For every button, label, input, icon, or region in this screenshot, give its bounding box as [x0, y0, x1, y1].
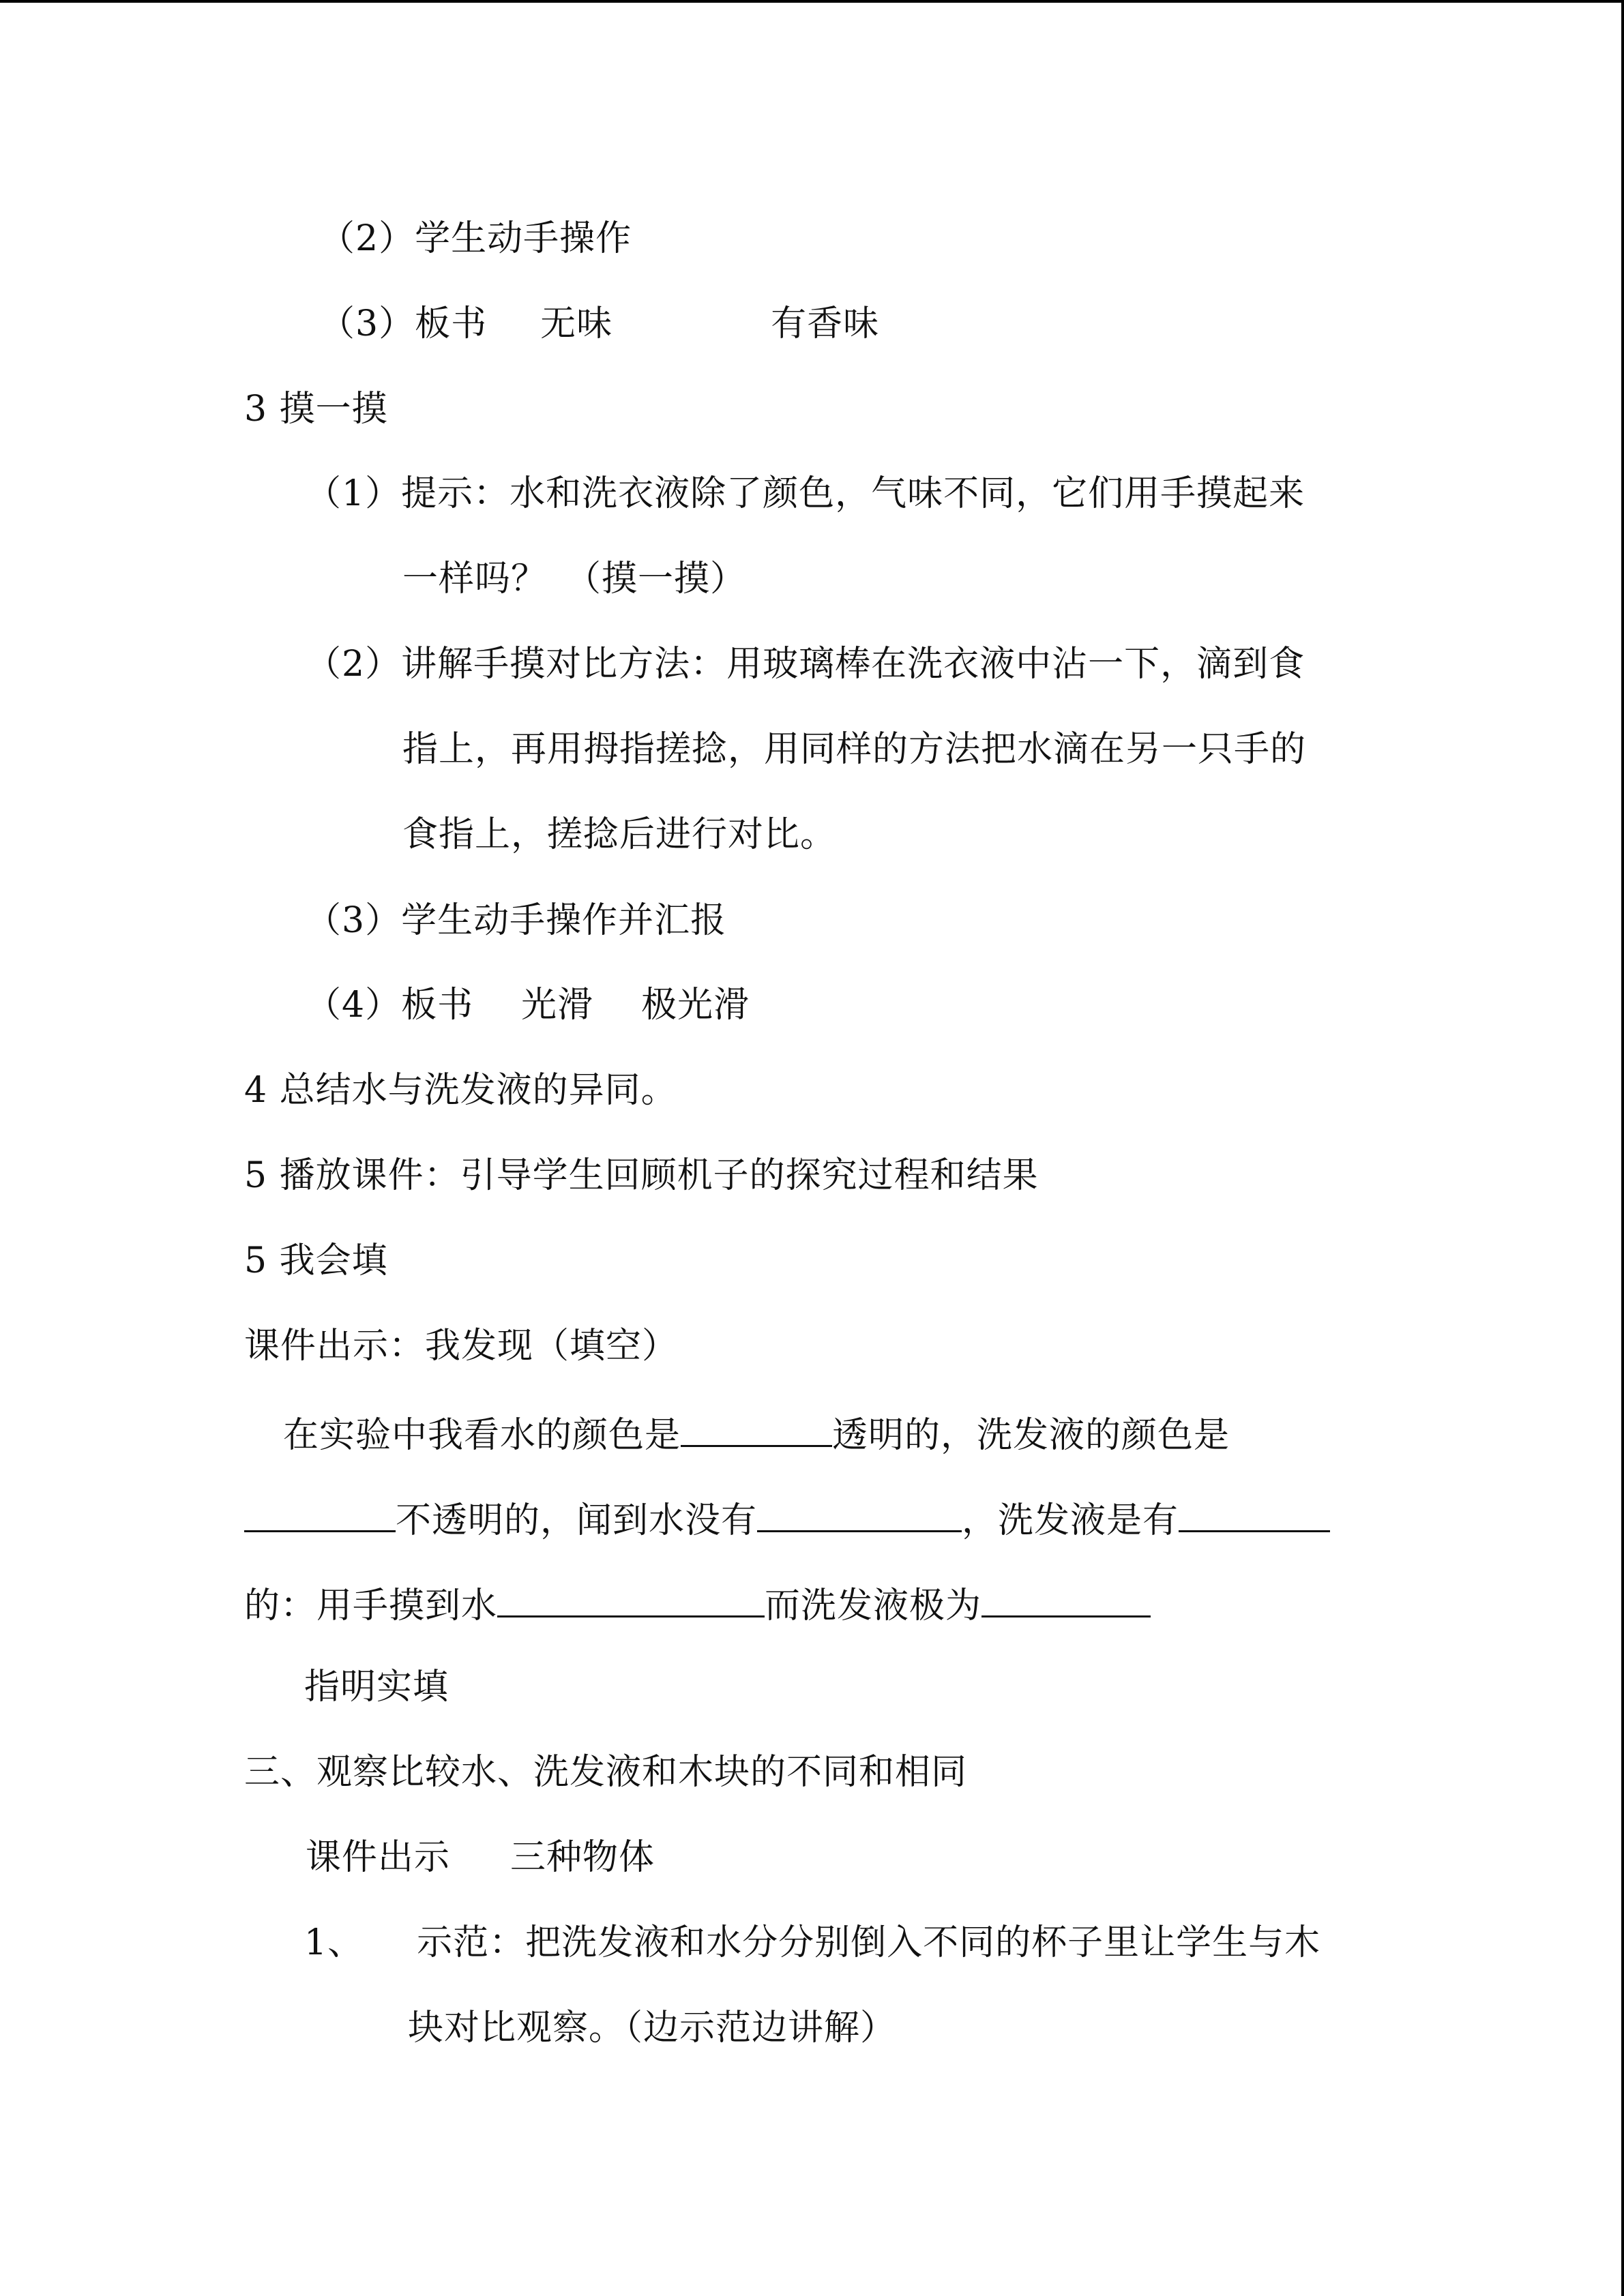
line-text: 一样吗？ （摸一摸） — [402, 558, 747, 599]
line-text: 三、观察比较水、洗发液和木块的不同和相同 — [244, 1752, 968, 1793]
section-heading — [244, 1750, 967, 1794]
line-text: 而洗发液极为 — [765, 1585, 982, 1626]
line-text: 块对比观察。（边示范边讲解） — [408, 2008, 897, 2048]
line-text: ，洗发液是有 — [962, 1500, 1179, 1541]
line-text: 极光滑 — [641, 985, 750, 1026]
page-border-top — [0, 0, 1624, 3]
line-text: 5 我会填 — [244, 1240, 388, 1281]
text-line — [306, 899, 726, 942]
text-line — [306, 642, 1305, 686]
line-text: 示范：把洗发液和水分分别倒入不同的杯子里让学生与木 — [417, 1922, 1321, 1963]
line-text: （2）学生动手操作 — [319, 218, 632, 259]
fill-in-line — [244, 1495, 1330, 1542]
line-text: 指上，再用拇指搓捻，用同样的方法把水滴在另一只手的 — [402, 729, 1307, 770]
line-number: 1、 — [304, 1922, 364, 1963]
line-text: 透明的，洗发液的颜色是 — [832, 1415, 1230, 1456]
line-text: 无味 — [540, 303, 613, 344]
text-line — [402, 813, 836, 856]
section-heading — [244, 1154, 1039, 1197]
line-text: 4 总结水与洗发液的异同。 — [244, 1070, 677, 1111]
text-line — [408, 2006, 896, 2050]
line-text: 的：用手摸到水 — [244, 1585, 498, 1626]
fill-in-line — [283, 1410, 1230, 1457]
text-line — [304, 1921, 1320, 1965]
line-text: 不透明的，闻到水没有 — [396, 1500, 758, 1541]
fill-blank — [1179, 1495, 1330, 1532]
text-line — [306, 1836, 655, 1879]
line-text: 有香味 — [771, 303, 880, 344]
line-text: （3）板书 — [319, 303, 488, 344]
text-line — [402, 728, 1306, 771]
text-line — [306, 983, 750, 1027]
text-line — [306, 472, 1305, 516]
fill-blank — [244, 1495, 396, 1532]
line-text: 课件出示：我发现（填空） — [244, 1326, 679, 1367]
fill-in-line — [244, 1580, 1151, 1628]
fill-blank — [681, 1410, 832, 1447]
line-text: （2）讲解手摸对比方法：用玻璃棒在洗衣液中沾一下，滴到食 — [306, 644, 1305, 685]
section-heading — [244, 1069, 677, 1112]
line-text: （3）学生动手操作并汇报 — [306, 900, 727, 941]
text-line — [319, 302, 879, 346]
line-text: 食指上，搓捻后进行对比。 — [402, 814, 837, 855]
fill-blank — [757, 1495, 962, 1532]
section-heading — [244, 1239, 388, 1283]
section-heading — [244, 387, 388, 431]
text-line — [319, 217, 632, 260]
line-text: 光滑 — [521, 985, 594, 1026]
text-line — [402, 557, 746, 601]
text-line — [304, 1665, 449, 1709]
text-line — [244, 1324, 678, 1368]
line-text: （1）提示：水和洗衣液除了颜色，气味不同，它们用手摸起来 — [306, 473, 1305, 514]
line-text: 课件出示 — [306, 1837, 451, 1878]
fill-blank — [497, 1580, 765, 1617]
page-border-right — [1621, 0, 1624, 2296]
line-text: 指明实填 — [304, 1667, 449, 1708]
line-text: 三种物体 — [510, 1837, 655, 1878]
line-text: （4）板书 — [306, 985, 474, 1026]
fill-blank — [981, 1580, 1151, 1617]
line-text: 3 摸一摸 — [244, 389, 388, 430]
line-text: 在实验中我看水的颜色是 — [283, 1415, 681, 1456]
line-text: 5 播放课件：引导学生回顾机子的探究过程和结果 — [244, 1155, 1039, 1196]
